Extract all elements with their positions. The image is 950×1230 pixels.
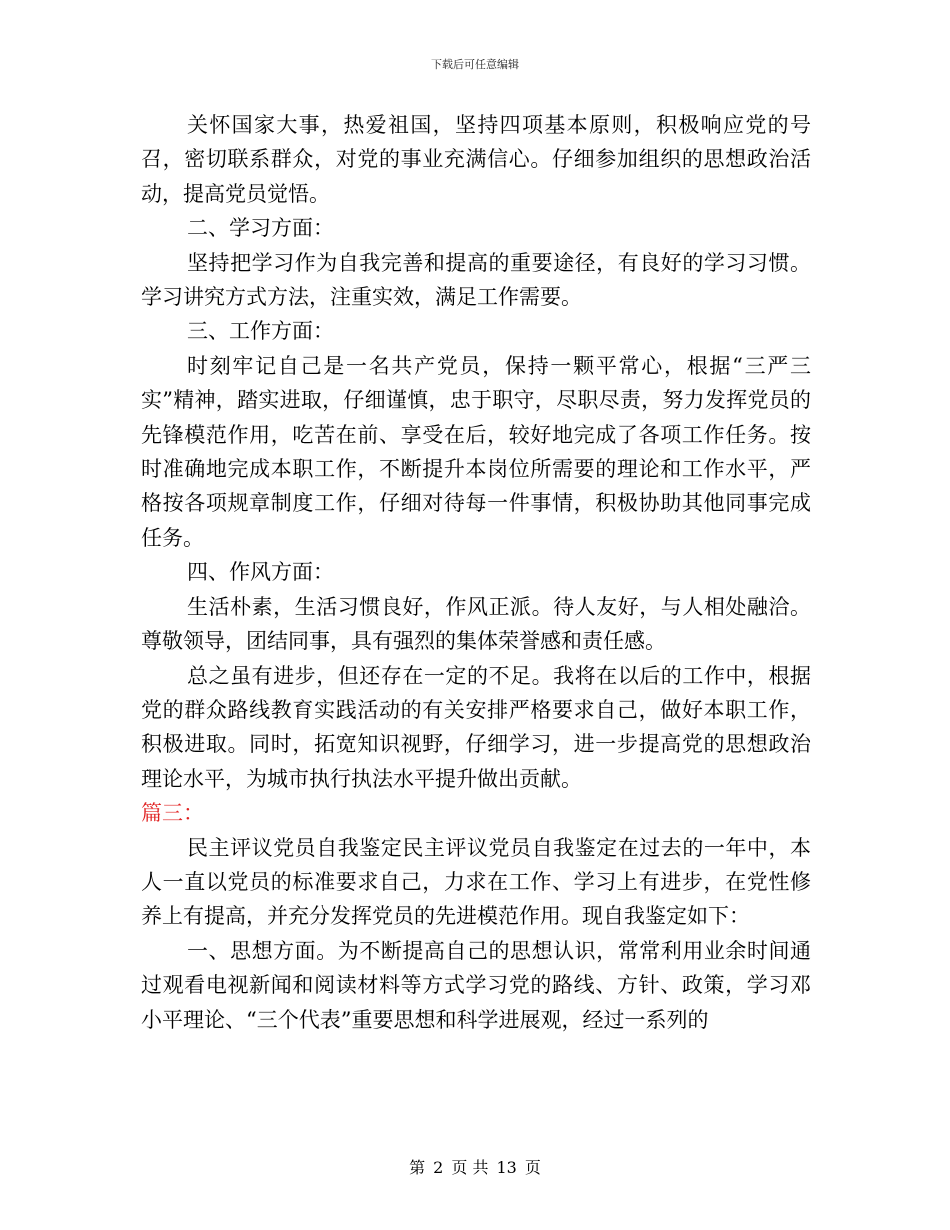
footer-suffix: 页	[524, 1158, 541, 1177]
paragraph: 关怀国家大事，热爱祖国，坚持四项基本原则，积极响应党的号召，密切联系群众，对党的事业充满信心。仔细参加组织的思想政治活动，提高党员觉悟。	[141, 113, 811, 206]
paragraph: 坚持把学习作为自我完善和提高的重要途径，有良好的学习习惯。学习讲究方式方法，注重实效，满足工作需要。	[141, 250, 811, 310]
footer-prefix: 第	[409, 1158, 426, 1177]
paragraph: 民主评议党员自我鉴定民主评议党员自我鉴定在过去的一年中，本人一直以党员的标准要求自己，力求在工作、学习上有进步，在党性修养上有提高，并充分发挥党员的先进模范作用。现自我鉴定如下：	[141, 835, 811, 929]
paragraph: 生活朴素，生活习惯良好，作风正派。待人友好，与人相处融洽。尊敬领导，团结同事，具有强烈的集体荣誉感和责任感。	[141, 594, 811, 654]
subheading-work: 三、工作方面：	[187, 319, 334, 344]
paragraph: 总之虽有进步，但还存在一定的不足。我将在以后的工作中，根据党的群众路线教育实践活动的有关安排严格要求自己，做好本职工作，积极进取。同时，拓宽知识视野，仔细学习，进一步提高党的思想政治理论水平，为城市执行执法水平提升做出贡献。	[141, 663, 811, 791]
page-footer	[0, 1155, 950, 1178]
subheading-study: 二、学习方面：	[187, 216, 334, 241]
body-text	[141, 108, 811, 1037]
paragraph: 时刻牢记自己是一名共产党员，保持一颗平常心，根据“三严三实”精神，踏实进取，仔细谨慎，忠于职守，尽职尽责，努力发挥党员的先锋模范作用，吃苦在前、享受在后，较好地完成了各项工作任务。按时准确地完成本职工作，不断提升本岗位所需要的理论和工作水平，严格按各项规章制度工作，仔细对待每一件事情，积极协助其他同事完成任务。	[141, 353, 811, 550]
section-title: 篇三：	[141, 801, 204, 826]
paragraph: 一、思想方面。为不断提高自己的思想认识，常常利用业余时间通过观看电视新闻和阅读材料等方式学习党的路线、方针、政策，学习邓小平理论、“三个代表”重要思想和科学进展观，经过一系列的	[141, 938, 811, 1032]
subheading-style: 四、作风方面：	[187, 560, 334, 585]
total-pages: 13	[496, 1158, 517, 1177]
page-header: 下载后可任意编辑	[431, 58, 519, 71]
footer-middle: 页 共	[451, 1158, 489, 1177]
page-number: 2	[433, 1158, 444, 1177]
